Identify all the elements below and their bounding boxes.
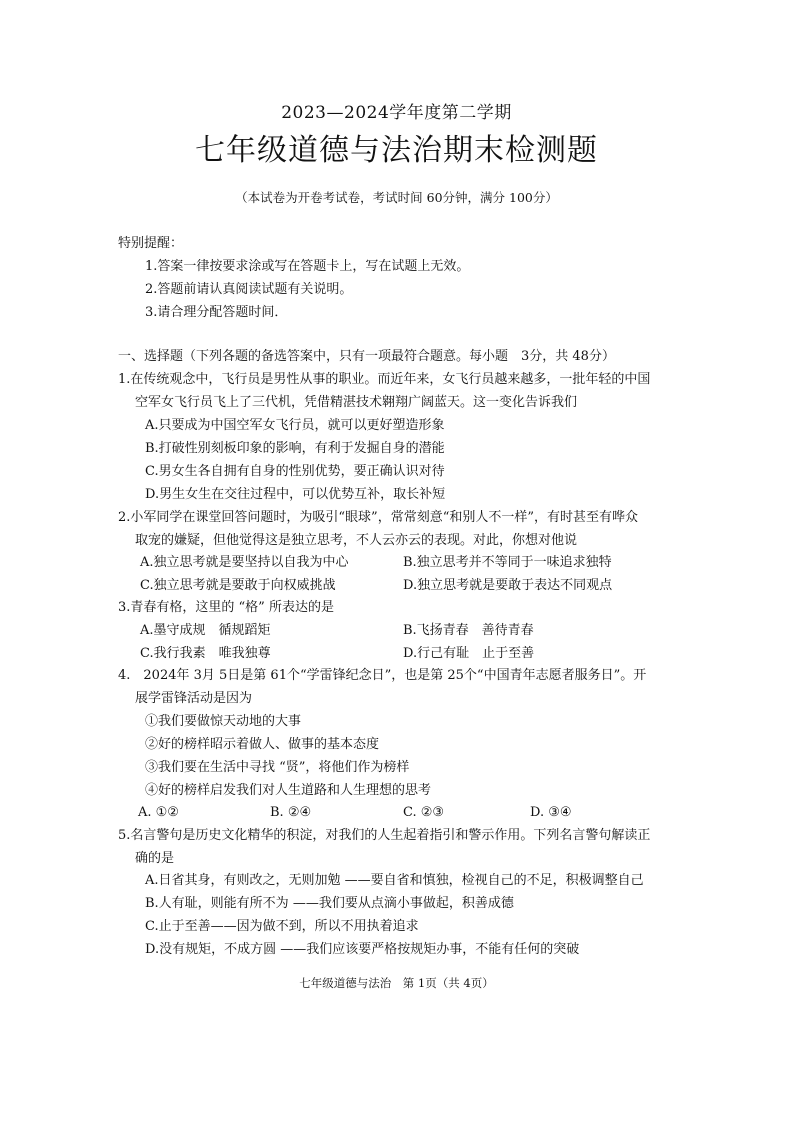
q1-option-a: A.只要成为中国空军女飞行员，就可以更好塑造形象 bbox=[145, 418, 445, 433]
page-footer: 七年级道德与法治 第 1页（共 4页） bbox=[299, 976, 494, 990]
q4-statement-2: ②好的榜样昭示着做人、做事的基本态度 bbox=[145, 737, 380, 752]
q2-option-c: C.独立思考就是要敢于向权威挑战 bbox=[140, 578, 336, 593]
q2-option-a: A.独立思考就是要坚持以自我为中心 bbox=[140, 555, 349, 570]
reminder-item-1: 1.答案一律按要求涂或写在答题卡上，写在试题上无效。 bbox=[145, 259, 470, 274]
q1-option-c: C.男女生各自拥有自身的性别优势，要正确认识对待 bbox=[145, 464, 445, 479]
q3-option-a: A.墨守成规 循规蹈矩 bbox=[140, 623, 271, 638]
q4-statement-3: ③我们要在生活中寻找 “贤”，将他们作为榜样 bbox=[145, 760, 410, 775]
q5-stem-line-1: 5.名言警句是历史文化精华的积淀，对我们的人生起着指引和警示作用。下列名言警句解读正 bbox=[118, 828, 651, 843]
section-heading: 一、选择题（下列各题的备选答案中，只有一项最符合题意。每小题 3分，共 48分） bbox=[118, 349, 615, 364]
q1-option-b: B.打破性别刻板印象的影响，有利于发掘自身的潜能 bbox=[145, 441, 445, 456]
q5-option-b: B.人有耻，则能有所不为 ——我们要从点滴小事做起，积善成德 bbox=[145, 896, 514, 911]
q5-option-d: D.没有规矩，不成方圆 ——我们应该要严格按规矩办事，不能有任何的突破 bbox=[145, 942, 580, 957]
q2-stem-line-2: 取宠的嫌疑，但他觉得这是独立思考，不人云亦云的表现。对此，你想对他说 bbox=[135, 533, 578, 548]
q2-option-b: B.独立思考并不等同于一味追求独特 bbox=[403, 555, 612, 570]
q3-stem: 3.青春有格，这里的 “格” 所表达的是 bbox=[118, 600, 334, 615]
q3-option-d: D.行己有耻 止于至善 bbox=[403, 646, 535, 661]
q1-stem-line-2: 空军女飞行员飞上了三代机，凭借精湛技术翱翔广阔蓝天。这一变化告诉我们 bbox=[135, 395, 578, 410]
exam-note: （本试卷为开卷考试卷，考试时间 60分钟，满分 100分） bbox=[235, 190, 558, 205]
q4-option-d: D. ③④ bbox=[530, 805, 572, 820]
page-title: 七年级道德与法治期末检测题 bbox=[195, 133, 598, 168]
q2-stem-line-1: 2.小军同学在课堂回答问题时，为吸引“眼球”，常常刻意“和别人不一样”，有时甚至有哗众 bbox=[118, 510, 638, 525]
q4-stem-line-2: 展学雷锋活动是因为 bbox=[135, 691, 253, 706]
q5-option-c: C.止于至善——因为做不到，所以不用执着追求 bbox=[145, 919, 419, 934]
q1-stem-line-1: 1.在传统观念中，飞行员是男性从事的职业。而近年来，女飞行员越来越多，一批年轻的中国 bbox=[118, 372, 651, 387]
q5-option-a: A.日省其身，有则改之，无则加勉 ——要自省和慎独，检视自己的不足，积极调整自己 bbox=[145, 873, 644, 888]
reminder-item-3: 3.请合理分配答题时间． bbox=[145, 305, 288, 320]
reminder-item-2: 2.答题前请认真阅读试题有关说明。 bbox=[145, 282, 353, 297]
q5-stem-line-2: 确的是 bbox=[135, 851, 175, 866]
q4-option-b: B. ②④ bbox=[270, 805, 312, 820]
q4-statement-4: ④好的榜样启发我们对人生道路和人生理想的思考 bbox=[145, 783, 432, 798]
year-line: 2023—2024学年度第二学期 bbox=[281, 103, 512, 123]
q4-option-a: A. ①② bbox=[138, 805, 179, 820]
reminder-label: 特别提醒： bbox=[118, 236, 184, 251]
q1-option-d: D.男生女生在交往过程中，可以优势互补，取长补短 bbox=[145, 487, 446, 502]
q4-stem-line-1: 4. 2024年 3月 5日是第 61个“学雷锋纪念日”，也是第 25个“中国青年志愿者服务日”。开 bbox=[118, 668, 647, 683]
q3-option-c: C.我行我素 唯我独尊 bbox=[140, 646, 271, 661]
q4-statement-1: ①我们要做惊天动地的大事 bbox=[145, 714, 302, 729]
q2-option-d: D.独立思考就是要敢于表达不同观点 bbox=[403, 578, 613, 593]
q4-option-c: C. ②③ bbox=[403, 805, 445, 820]
q3-option-b: B.飞扬青春 善待青春 bbox=[403, 623, 534, 638]
